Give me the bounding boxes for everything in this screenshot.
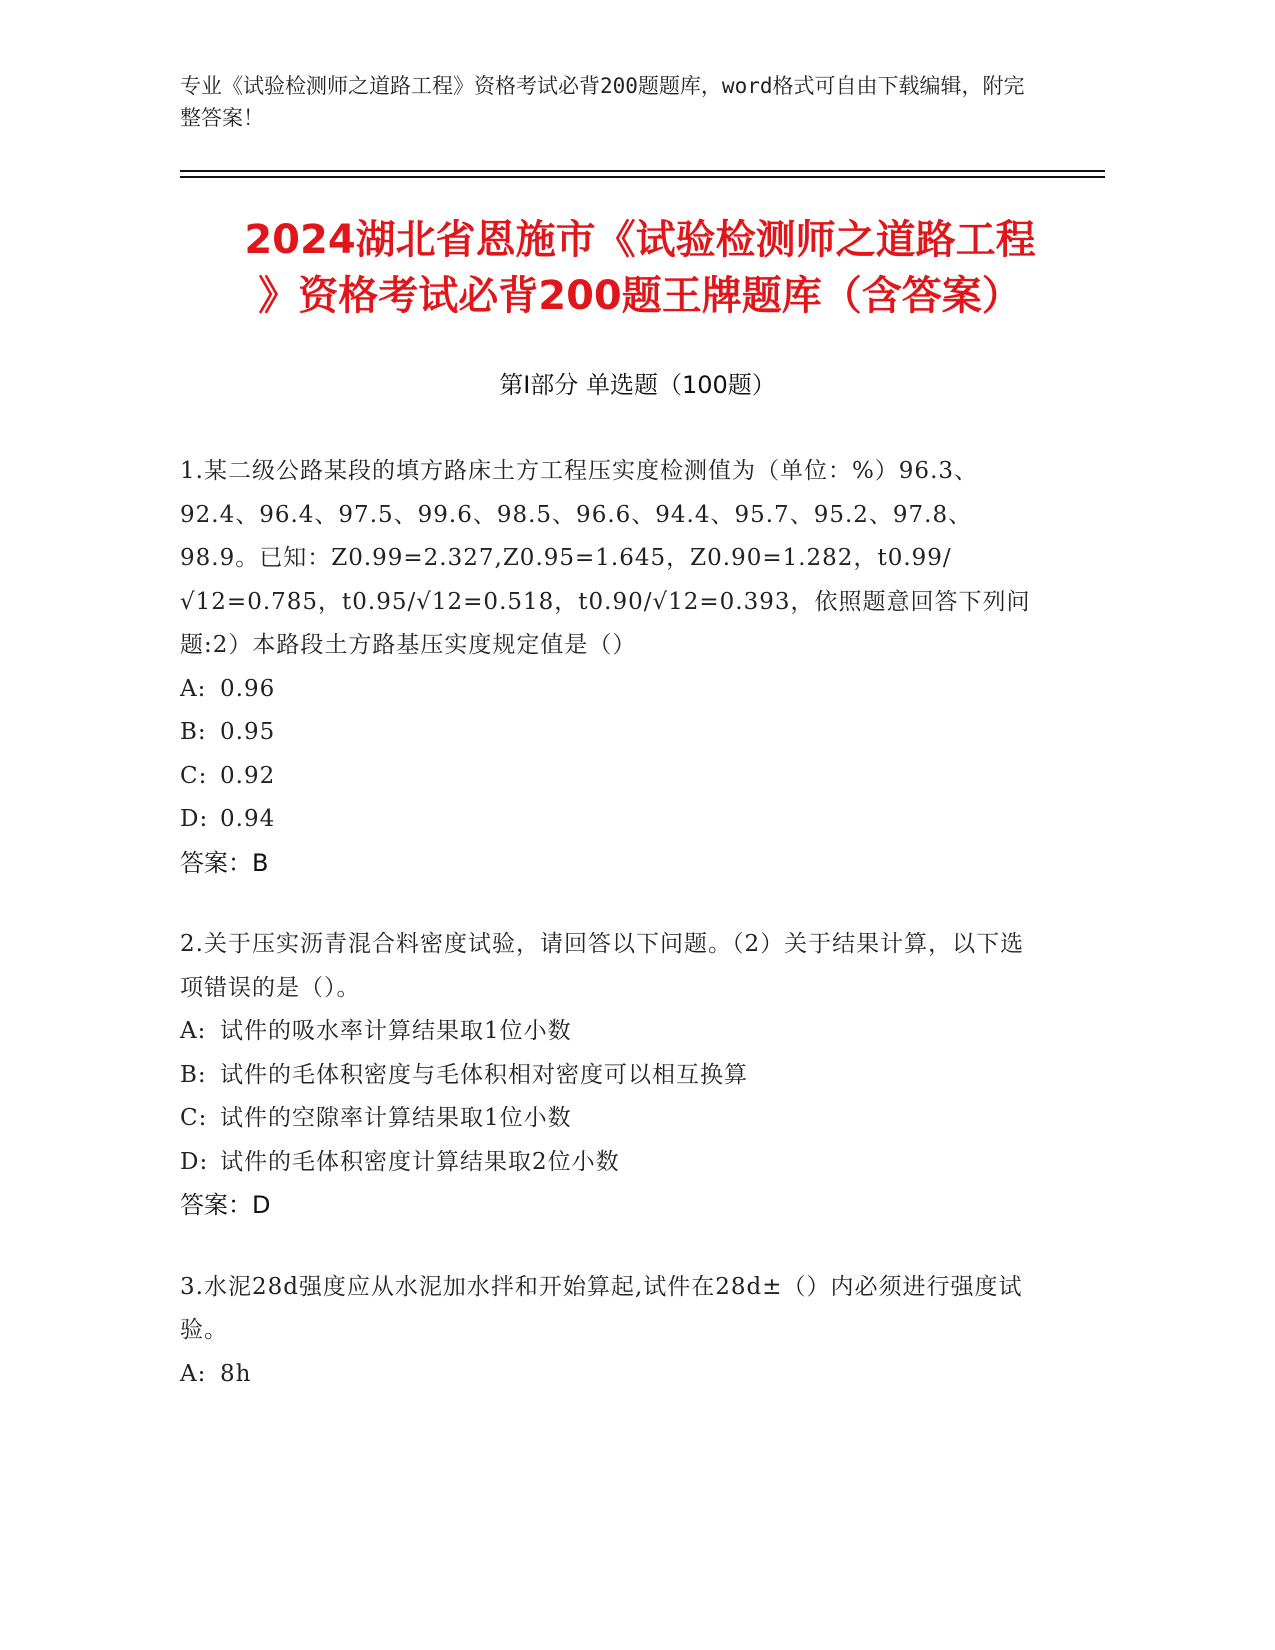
option-b bbox=[180, 1054, 1040, 1098]
option-label: D: bbox=[180, 806, 209, 832]
question-text: 3.水泥28d强度应从水泥加水拌和开始算起,试件在28d±（）内必须进行强度试验。 bbox=[180, 1273, 1023, 1343]
option-a bbox=[180, 1010, 1040, 1054]
option-a bbox=[180, 1353, 1040, 1397]
option-label: A: bbox=[180, 1018, 207, 1044]
option-label: C: bbox=[180, 1105, 208, 1131]
option-c bbox=[180, 1097, 1040, 1141]
header-divider-bottom bbox=[180, 176, 1105, 178]
question-2 bbox=[180, 923, 1040, 1228]
option-a bbox=[180, 668, 1040, 712]
option-label: B: bbox=[180, 719, 207, 745]
section-title: 第Ⅰ部分 单选题（100题） bbox=[499, 371, 776, 399]
answer: 答案：B bbox=[180, 848, 269, 877]
document-title bbox=[160, 212, 1120, 324]
question-list bbox=[180, 450, 1040, 1434]
option-d bbox=[180, 1141, 1040, 1185]
header-divider-top bbox=[180, 170, 1105, 172]
option-text: 0.92 bbox=[220, 762, 276, 789]
option-label: C: bbox=[180, 762, 208, 789]
option-text: 试件的空隙率计算结果取1位小数 bbox=[220, 1105, 572, 1131]
option-text: 试件的吸水率计算结果取1位小数 bbox=[220, 1018, 572, 1044]
question-3 bbox=[180, 1266, 1040, 1397]
option-label: D: bbox=[180, 1148, 209, 1175]
answer: 答案：D bbox=[180, 1191, 271, 1219]
title-line-2: 》资格考试必背200题王牌题库（含答案） bbox=[258, 273, 1022, 319]
option-text: 8h bbox=[220, 1360, 252, 1387]
option-text: 0.96 bbox=[220, 675, 276, 702]
document-header: 专业《试验检测师之道路工程》资格考试必背200题题库，word格式可自由下载编辑，附完整答案！ bbox=[180, 74, 1025, 130]
question-text: 2.关于压实沥青混合料密度试验，请回答以下问题。（2）关于结果计算，以下选项错误的是（）。 bbox=[180, 931, 1025, 1001]
option-text: 0.94 bbox=[220, 806, 276, 832]
option-text: 试件的毛体积密度与毛体积相对密度可以相互换算 bbox=[220, 1061, 748, 1088]
option-b bbox=[180, 711, 1040, 755]
option-text: 试件的毛体积密度计算结果取2位小数 bbox=[220, 1148, 620, 1175]
option-text: 0.95 bbox=[220, 719, 276, 745]
question-1 bbox=[180, 450, 1040, 885]
option-label: A: bbox=[180, 1360, 207, 1387]
option-label: A: bbox=[180, 675, 207, 702]
question-text: 1.某二级公路某段的填方路床土方工程压实度检测值为（单位：%）96.3、92.4、96.4、97.5、99.6、98.5、96.6、94.4、95.7、95.2、97.8、98.9。已知：Z0.99=2.327,Z0.95=1.645，Z0.90=1.282，t0.99/√12=0.785，t0.95/√12=0.518，t0.90/√12=0.393，依照题意回答下列问题:2）本路段土方路基压实度规定值是（） bbox=[180, 458, 1031, 658]
title-line-1: 2024湖北省恩施市《试验检测师之道路工程 bbox=[244, 217, 1036, 263]
option-c bbox=[180, 755, 1040, 799]
option-label: B: bbox=[180, 1061, 207, 1088]
option-d bbox=[180, 798, 1040, 842]
